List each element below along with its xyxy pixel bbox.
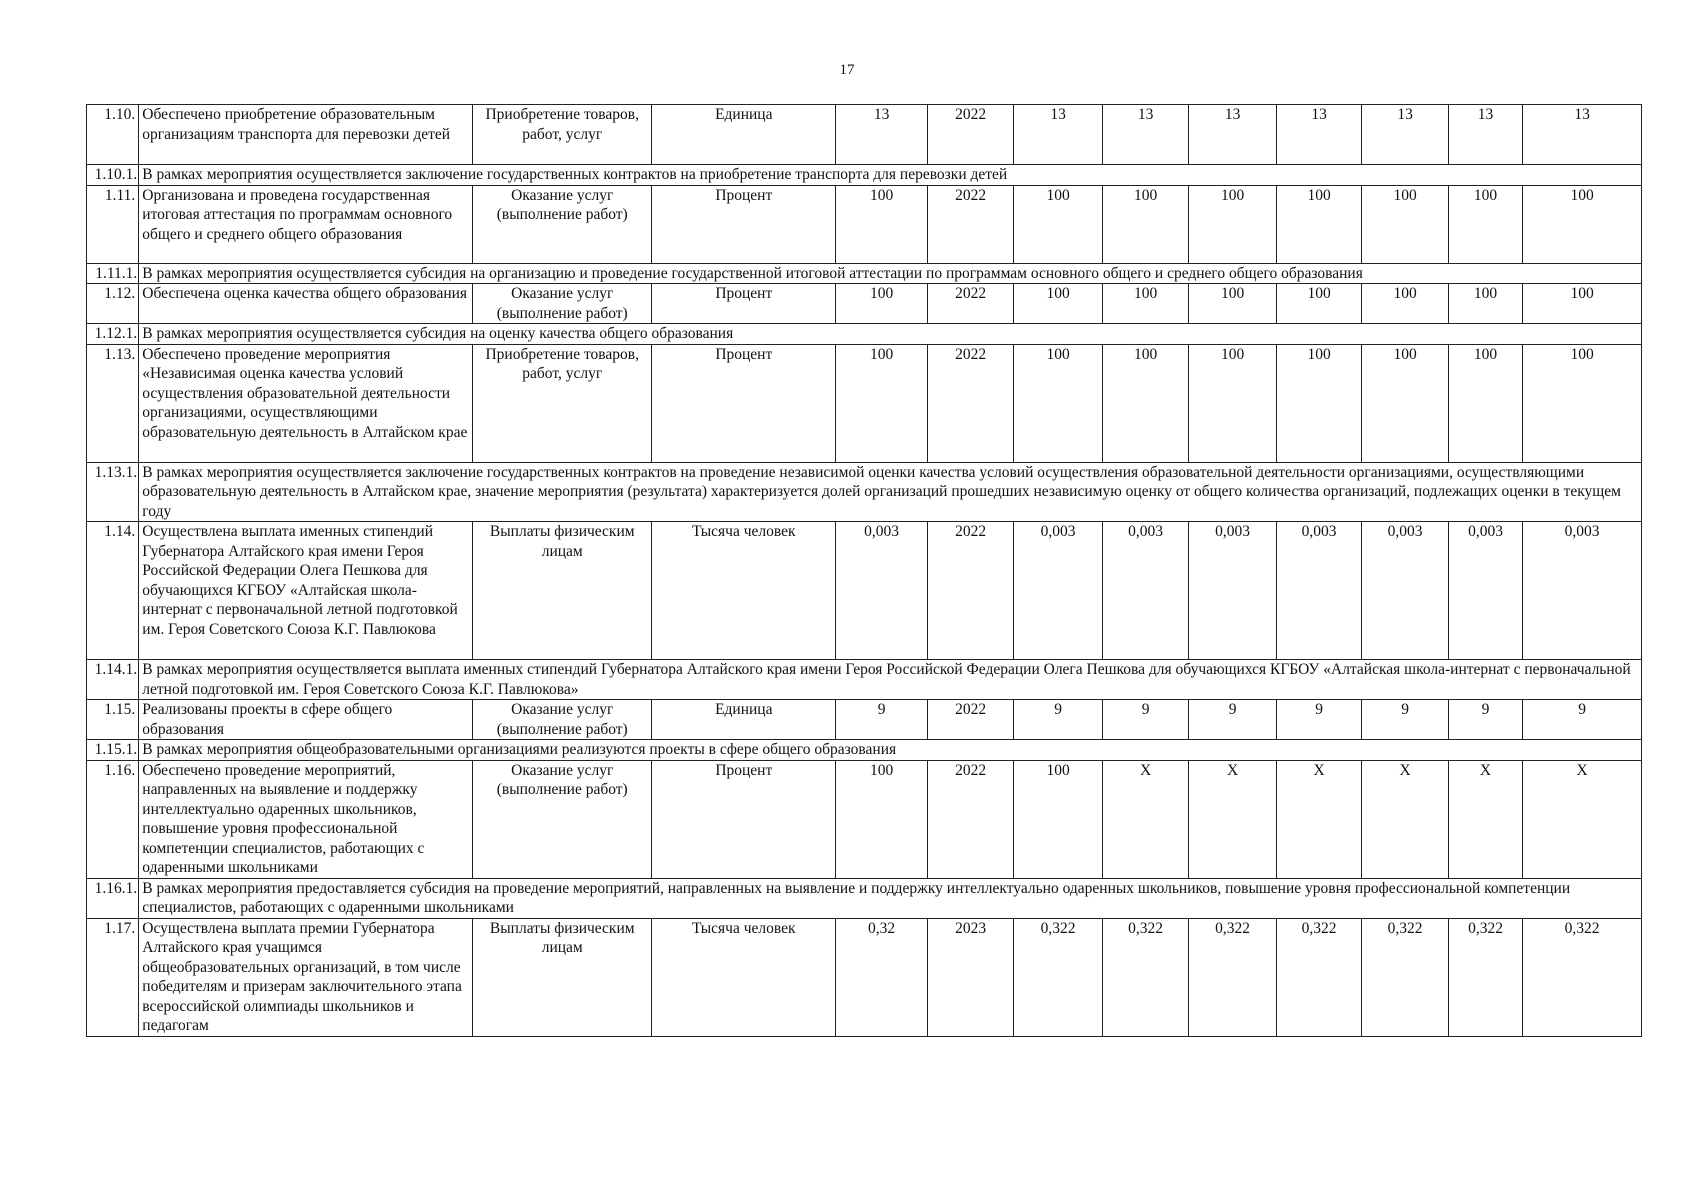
results-table [86, 104, 1642, 1037]
result-type: Приобретение товаров, работ, услуг [473, 344, 652, 462]
result-description: Обеспечена оценка качества общего образования [139, 284, 473, 324]
year-value: 0,003 [1102, 522, 1189, 660]
year-value: 100 [1276, 185, 1361, 263]
note-text: В рамках мероприятия предоставляется субсидия на проведение мероприятий, направленных на выявление и поддержку интеллектуально одаренных школьников, повышение уровня профессиональной компетенции специалистов, работающих с одаренными школьниками [139, 878, 1642, 918]
year-value: 0,003 [1189, 522, 1277, 660]
year-value: 9 [1276, 700, 1361, 740]
year-value: 13 [1523, 105, 1642, 165]
table-row [87, 105, 1642, 165]
base-value: 100 [836, 760, 928, 878]
year-value: 100 [1102, 284, 1189, 324]
base-year: 2022 [927, 344, 1014, 462]
unit-of-measure: Тысяча человек [652, 918, 836, 1036]
table-note-row [87, 740, 1642, 761]
note-number: 1.10.1. [87, 165, 139, 186]
table-note-row [87, 660, 1642, 700]
year-value: 0,322 [1362, 918, 1449, 1036]
row-number: 1.11. [87, 185, 139, 263]
year-value: 9 [1014, 700, 1103, 740]
unit-of-measure: Единица [652, 105, 836, 165]
row-number: 1.16. [87, 760, 139, 878]
year-value: 100 [1276, 344, 1361, 462]
result-type: Приобретение товаров, работ, услуг [473, 105, 652, 165]
year-value: 0,322 [1014, 918, 1103, 1036]
note-number: 1.14.1. [87, 660, 139, 700]
base-value: 0,003 [836, 522, 928, 660]
base-value: 9 [836, 700, 928, 740]
table-row [87, 918, 1642, 1036]
year-value: 100 [1189, 344, 1277, 462]
note-number: 1.16.1. [87, 878, 139, 918]
table-row [87, 185, 1642, 263]
year-value: 100 [1189, 284, 1277, 324]
table-note-row [87, 878, 1642, 918]
year-value: 13 [1448, 105, 1522, 165]
base-year: 2022 [927, 760, 1014, 878]
row-number: 1.15. [87, 700, 139, 740]
result-type: Выплаты физическим лицам [473, 522, 652, 660]
table-body [87, 105, 1642, 1037]
result-description: Обеспечено приобретение образовательным организациям транспорта для перевозки детей [139, 105, 473, 165]
year-value: 100 [1102, 344, 1189, 462]
year-value: 13 [1362, 105, 1449, 165]
year-value: 100 [1523, 344, 1642, 462]
year-value: 9 [1102, 700, 1189, 740]
page-number: 17 [839, 62, 855, 78]
year-value: 100 [1362, 284, 1449, 324]
result-description: Организована и проведена государственная итоговая аттестация по программам основного общего и среднего общего образования [139, 185, 473, 263]
table-row [87, 760, 1642, 878]
row-number: 1.17. [87, 918, 139, 1036]
base-value: 13 [836, 105, 928, 165]
year-value: 13 [1189, 105, 1277, 165]
result-type: Оказание услуг (выполнение работ) [473, 760, 652, 878]
year-value: 0,003 [1362, 522, 1449, 660]
base-value: 100 [836, 344, 928, 462]
year-value: 100 [1448, 344, 1522, 462]
note-text: В рамках мероприятия осуществляется субсидия на организацию и проведение государственной итоговой аттестации по программам основного общего и среднего общего образования [139, 263, 1642, 284]
base-value: 0,32 [836, 918, 928, 1036]
year-value: 100 [1523, 185, 1642, 263]
year-value: 9 [1362, 700, 1449, 740]
base-year: 2022 [927, 700, 1014, 740]
year-value: 100 [1362, 344, 1449, 462]
base-year: 2023 [927, 918, 1014, 1036]
result-description: Обеспечено проведение мероприятия «Независимая оценка качества условий осуществления образовательной деятельности организациями, осуществляющими образовательную деятельность в Алтайском крае [139, 344, 473, 462]
year-value: 13 [1102, 105, 1189, 165]
year-value: 0,003 [1448, 522, 1522, 660]
result-type: Оказание услуг (выполнение работ) [473, 284, 652, 324]
base-year: 2022 [927, 284, 1014, 324]
unit-of-measure: Процент [652, 284, 836, 324]
result-description: Осуществлена выплата премии Губернатора Алтайского края учащимся общеобразовательных организаций, в том числе победителям и призерам заключительного этапа всероссийской олимпиады школьников и педагогам [139, 918, 473, 1036]
year-value: 0,003 [1276, 522, 1361, 660]
table-row [87, 522, 1642, 660]
year-value: 9 [1523, 700, 1642, 740]
year-value: 0,322 [1102, 918, 1189, 1036]
year-value: 100 [1102, 185, 1189, 263]
year-value: X [1276, 760, 1361, 878]
year-value: X [1362, 760, 1449, 878]
year-value: 100 [1362, 185, 1449, 263]
result-type: Оказание услуг (выполнение работ) [473, 700, 652, 740]
unit-of-measure: Процент [652, 760, 836, 878]
year-value: 100 [1014, 284, 1103, 324]
row-number: 1.12. [87, 284, 139, 324]
base-year: 2022 [927, 185, 1014, 263]
table-row [87, 284, 1642, 324]
year-value: 0,003 [1014, 522, 1103, 660]
year-value: 13 [1014, 105, 1103, 165]
table-note-row [87, 324, 1642, 345]
row-number: 1.10. [87, 105, 139, 165]
year-value: 9 [1448, 700, 1522, 740]
row-number: 1.14. [87, 522, 139, 660]
year-value: X [1102, 760, 1189, 878]
base-year: 2022 [927, 522, 1014, 660]
note-text: В рамках мероприятия осуществляется субсидия на оценку качества общего образования [139, 324, 1642, 345]
year-value: 100 [1448, 185, 1522, 263]
year-value: 13 [1276, 105, 1361, 165]
year-value: X [1448, 760, 1522, 878]
year-value: 100 [1276, 284, 1361, 324]
note-number: 1.12.1. [87, 324, 139, 345]
base-year: 2022 [927, 105, 1014, 165]
year-value: 0,322 [1189, 918, 1277, 1036]
table-note-row [87, 165, 1642, 186]
year-value: 9 [1189, 700, 1277, 740]
unit-of-measure: Процент [652, 185, 836, 263]
base-value: 100 [836, 284, 928, 324]
year-value: 100 [1014, 344, 1103, 462]
year-value: 0,003 [1523, 522, 1642, 660]
note-text: В рамках мероприятия общеобразовательными организациями реализуются проекты в сфере общего образования [139, 740, 1642, 761]
result-type: Оказание услуг (выполнение работ) [473, 185, 652, 263]
note-text: В рамках мероприятия осуществляется выплата именных стипендий Губернатора Алтайского края имени Героя Российской Федерации Олега Пешкова для обучающихся КГБОУ «Алтайская школа-интернат с первоначальной летной подготовкой им. Героя Советского Союза К.Г. Павлюкова» [139, 660, 1642, 700]
result-description: Реализованы проекты в сфере общего образования [139, 700, 473, 740]
base-value: 100 [836, 185, 928, 263]
note-text: В рамках мероприятия осуществляется заключение государственных контрактов на проведение независимой оценки качества условий осуществления образовательной деятельности организациями, осуществляющими образовательную деятельность в Алтайском крае, значение мероприятия (результата) характеризуется долей организаций прошедших независимую оценку от общего количества организаций, подлежащих оценки в текущем году [139, 462, 1642, 522]
year-value: X [1523, 760, 1642, 878]
year-value: X [1189, 760, 1277, 878]
table-note-row [87, 263, 1642, 284]
table-row [87, 700, 1642, 740]
year-value: 100 [1014, 760, 1103, 878]
year-value: 100 [1448, 284, 1522, 324]
note-number: 1.13.1. [87, 462, 139, 522]
note-number: 1.15.1. [87, 740, 139, 761]
unit-of-measure: Процент [652, 344, 836, 462]
year-value: 0,322 [1448, 918, 1522, 1036]
result-description: Осуществлена выплата именных стипендий Губернатора Алтайского края имени Героя Российской Федерации Олега Пешкова для обучающихся КГБОУ «Алтайская школа-интернат с первоначальной летной подготовкой им. Героя Советского Союза К.Г. Павлюкова [139, 522, 473, 660]
year-value: 100 [1523, 284, 1642, 324]
table-note-row [87, 462, 1642, 522]
unit-of-measure: Единица [652, 700, 836, 740]
result-description: Обеспечено проведение мероприятий, направленных на выявление и поддержку интеллектуально одаренных школьников, повышение уровня профессиональной компетенции специалистов, работающих с одаренными школьниками [139, 760, 473, 878]
year-value: 100 [1189, 185, 1277, 263]
year-value: 0,322 [1276, 918, 1361, 1036]
row-number: 1.13. [87, 344, 139, 462]
note-text: В рамках мероприятия осуществляется заключение государственных контрактов на приобретение транспорта для перевозки детей [139, 165, 1642, 186]
table-row [87, 344, 1642, 462]
note-number: 1.11.1. [87, 263, 139, 284]
year-value: 100 [1014, 185, 1103, 263]
unit-of-measure: Тысяча человек [652, 522, 836, 660]
year-value: 0,322 [1523, 918, 1642, 1036]
result-type: Выплаты физическим лицам [473, 918, 652, 1036]
